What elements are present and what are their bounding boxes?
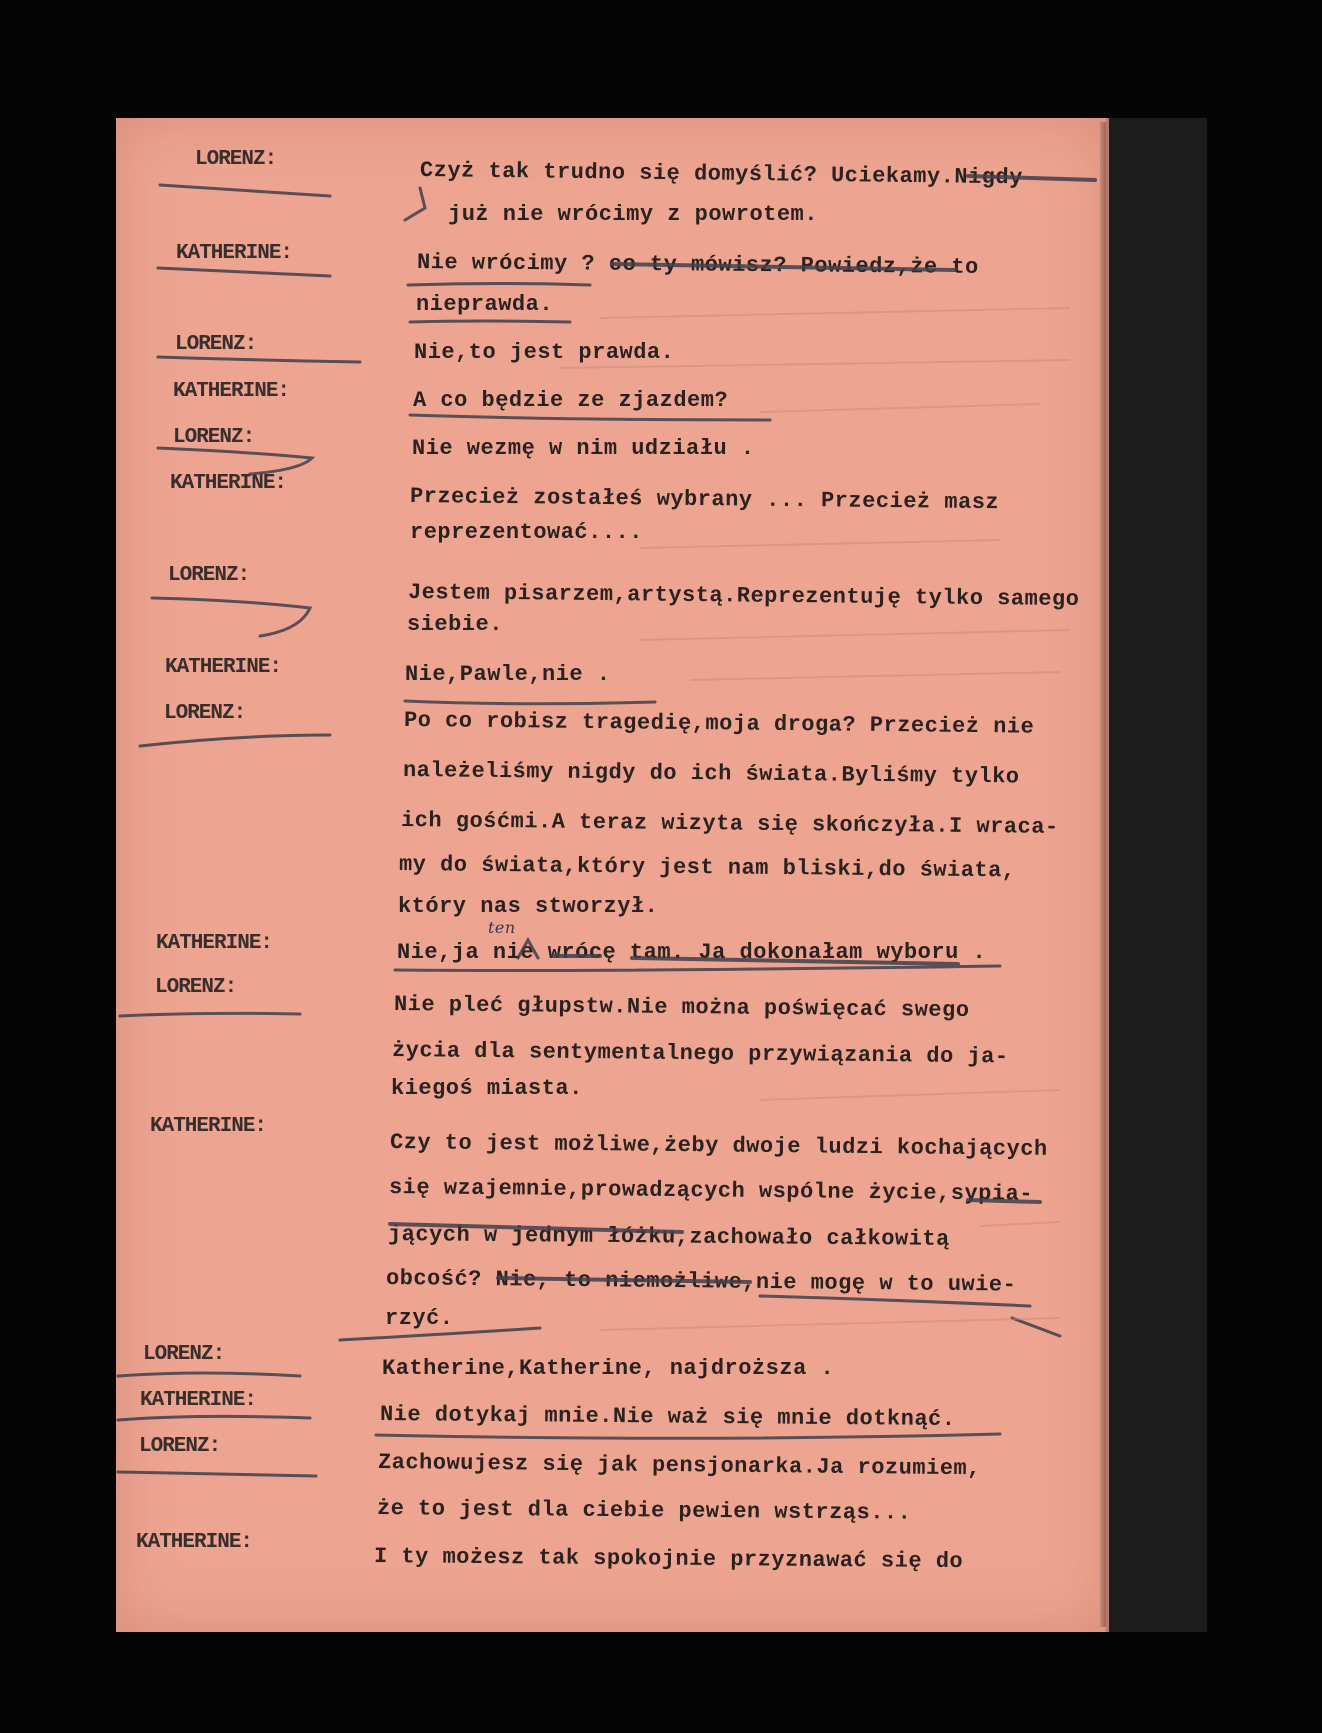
dialogue-line: Nie,Pawle,nie . xyxy=(405,662,611,687)
speaker-name: LORENZ: xyxy=(175,333,257,356)
dialogue-line: już nie wrócimy z powrotem. xyxy=(448,202,818,227)
speaker-name: LORENZ: xyxy=(173,426,255,449)
dialogue-line: rzyć. xyxy=(385,1306,454,1331)
speaker-name: KATHERINE: xyxy=(150,1115,267,1138)
dialogue-line: że to jest dla ciebie pewien wstrząs... xyxy=(376,1496,912,1526)
dialogue-line: ich gośćmi.A teraz wizyta się skończyła.I wraca- xyxy=(400,808,1059,840)
dialogue-line: siebie. xyxy=(407,612,503,637)
dialogue-line: się wzajemnie,prowadzących wspólne życie,sypia- xyxy=(388,1175,1034,1207)
handwritten-insert: ten xyxy=(488,918,516,937)
dialogue-line: Zachowujesz się jak pensjonarka.Ja rozumiem, xyxy=(377,1450,982,1482)
speaker-name: LORENZ: xyxy=(164,702,246,725)
speaker-name: LORENZ: xyxy=(143,1343,225,1366)
dialogue-line: Czy to jest możliwe,żeby dwoje ludzi kochających xyxy=(389,1130,1048,1162)
dialogue-line: jących w jednym łóżku,zachowało całkowitą xyxy=(387,1222,950,1252)
dialogue-line: Katherine,Katherine, najdroższa . xyxy=(382,1356,835,1381)
dialogue-line: Nie wezmę w nim udziału . xyxy=(412,436,755,461)
dialogue-line: I ty możesz tak spokojnie przyznawać się do xyxy=(373,1544,964,1575)
speaker-name: LORENZ: xyxy=(155,976,237,999)
dialogue-line: Nie,ja nie wrócę tam. Ja dokonałam wyboru . xyxy=(397,940,987,965)
dialogue-line: kiegoś miasta. xyxy=(391,1076,583,1101)
speaker-name: KATHERINE: xyxy=(140,1389,257,1412)
dialogue-line: Nie dotykaj mnie.Nie waż się mnie dotknąć. xyxy=(379,1402,956,1433)
speaker-name: LORENZ: xyxy=(195,148,277,171)
speaker-name: KATHERINE: xyxy=(156,932,273,955)
dialogue-line: Czyż tak trudno się domyślić? Uciekamy.Nigdy xyxy=(419,158,1024,191)
binder-spine xyxy=(1106,118,1207,1632)
dialogue-line: który nas stworzył. xyxy=(398,894,659,919)
speaker-name: KATHERINE: xyxy=(136,1531,253,1554)
speaker-name: KATHERINE: xyxy=(165,656,282,679)
dialogue-line: A co będzie ze zjazdem? xyxy=(413,388,729,413)
dialogue-line: reprezentować.... xyxy=(410,520,643,545)
speaker-name: LORENZ: xyxy=(168,564,250,587)
dialogue-line: Nie wrócimy ? co ty mówisz? Powiedz,że to xyxy=(416,250,979,280)
dialogue-line: Nie,to jest prawda. xyxy=(414,340,675,365)
dialogue-line: Przecież zostałeś wybrany ... Przecież masz xyxy=(409,484,1000,516)
dialogue-line: my do świata,który jest nam bliski,do świata, xyxy=(398,852,1016,884)
dialogue-line: życia dla sentymentalnego przywiązania do ja- xyxy=(391,1038,1009,1070)
dialogue-line: należeliśmy nigdy do ich świata.Byliśmy tylko xyxy=(402,758,1020,790)
dialogue-line: Nie pleć głupstw.Nie można poświęcać swego xyxy=(393,992,970,1024)
dialogue-line: nieprawda. xyxy=(416,292,554,317)
speaker-name: LORENZ: xyxy=(139,1435,221,1458)
dialogue-line: Jestem pisarzem,artystą.Reprezentuję tylko samego xyxy=(407,580,1080,613)
dialogue-line: Po co robisz tragedię,moja droga? Przecież nie xyxy=(403,708,1035,740)
speaker-name: KATHERINE: xyxy=(173,380,290,403)
dialogue-line: obcość? Nie, to niemożliwe,nie mogę w to uwie- xyxy=(385,1266,1017,1298)
speaker-name: KATHERINE: xyxy=(176,242,293,265)
speaker-name: KATHERINE: xyxy=(170,472,287,495)
